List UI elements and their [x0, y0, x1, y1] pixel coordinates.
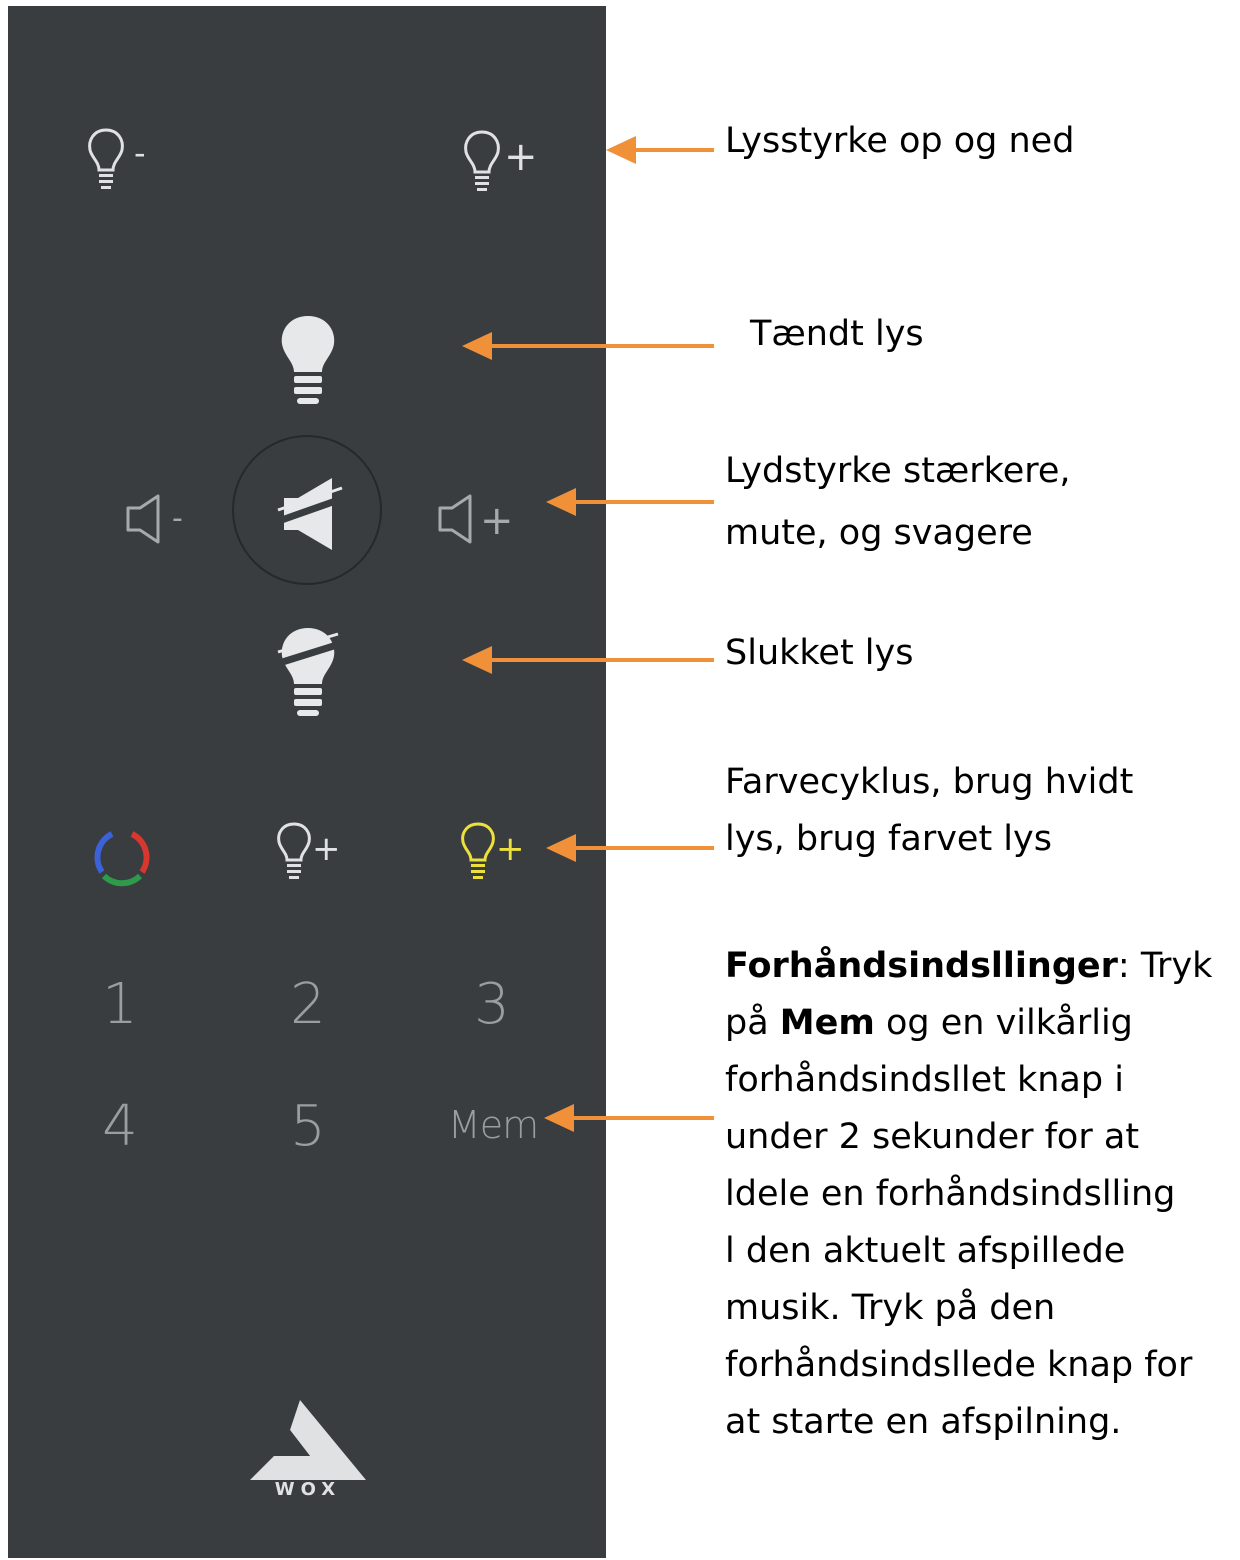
svg-text:+: + [312, 829, 341, 869]
volume-up-button[interactable] [436, 492, 526, 547]
bulb-filled-icon [276, 312, 340, 412]
bulb-yellow-plus-icon [458, 820, 538, 892]
mute-button[interactable] [274, 472, 346, 556]
light-on-button[interactable] [276, 312, 340, 412]
presets-line2-pre: på [725, 1003, 780, 1043]
speaker-muted-icon [274, 472, 346, 556]
presets-line3: forhåndsindsllet knap i [725, 1060, 1124, 1100]
presets-line1 [725, 938, 1235, 995]
arrow-light-on [458, 326, 716, 366]
label-volume-line2: mute, og svagere [725, 513, 1033, 553]
label-light-on: Tændt lys [750, 314, 924, 354]
volume-down-button[interactable] [124, 492, 209, 547]
presets-line2-post: og en vilkårlig [874, 1003, 1133, 1043]
presets-line2-bold: Mem [779, 1003, 875, 1043]
awox-logo [248, 1396, 368, 1500]
light-off-button[interactable] [276, 624, 340, 724]
colored-light-button[interactable] [458, 820, 538, 892]
white-light-button[interactable] [274, 820, 354, 892]
preset-3-button[interactable]: 3 [474, 972, 510, 1037]
arrow-mem [540, 1098, 716, 1138]
brightness-up-button[interactable] [460, 126, 550, 206]
label-color-line2: lys, brug farvet lys [725, 819, 1052, 859]
label-color-line1: Farvecyklus, brug hvidt [725, 762, 1134, 802]
bulb-crossed-icon [276, 624, 340, 724]
color-cycle-button[interactable] [90, 826, 154, 890]
label-brightness: Lysstyrke op og ned [725, 121, 1075, 161]
arrow-brightness [602, 130, 718, 170]
label-color [725, 754, 1133, 868]
preset-5-button[interactable]: 5 [290, 1094, 326, 1159]
presets-line7: musik. Tryk på den [725, 1288, 1056, 1328]
speaker-outline-plus-icon [436, 492, 526, 547]
svg-text:+: + [504, 134, 538, 180]
label-presets [725, 938, 1235, 1451]
label-volume [725, 443, 1071, 562]
label-light-off: Slukket lys [725, 633, 914, 673]
preset-1-button[interactable]: 1 [102, 972, 138, 1037]
arrow-volume [542, 482, 716, 522]
svg-text:+: + [496, 829, 525, 869]
awox-logo-icon [248, 1396, 368, 1496]
preset-4-button[interactable]: 4 [102, 1094, 138, 1159]
speaker-outline-minus-icon [124, 492, 209, 547]
presets-line6: l den aktuelt afspillede [725, 1231, 1126, 1271]
brightness-down-button[interactable] [86, 124, 166, 204]
svg-text:-: - [134, 134, 146, 172]
presets-line4: under 2 sekunder for at [725, 1117, 1140, 1157]
arrow-light-off [458, 640, 716, 680]
label-volume-line1: Lydstyrke stærkere, [725, 451, 1071, 491]
bulb-outline-minus-icon [86, 124, 166, 204]
presets-heading: Forhåndsindsllinger [725, 946, 1118, 986]
presets-line5: ldele en forhåndsindslling [725, 1174, 1176, 1214]
presets-line8: forhåndsindsllede knap for [725, 1345, 1193, 1385]
arrow-color [542, 828, 716, 868]
presets-line9: at starte en afspilning. [725, 1402, 1122, 1442]
svg-text:-: - [172, 501, 183, 536]
presets-line2 [725, 995, 1235, 1052]
bulb-white-plus-icon [274, 820, 354, 892]
remote-control-panel [8, 6, 606, 1558]
mem-button[interactable]: Mem [447, 1103, 539, 1147]
presets-line1-text: : Tryk [1117, 946, 1213, 986]
preset-2-button[interactable]: 2 [290, 972, 326, 1037]
color-cycle-icon [90, 826, 154, 890]
bulb-outline-plus-icon [460, 126, 550, 206]
logo-text: WOX [274, 1479, 342, 1496]
svg-text:+: + [480, 498, 514, 544]
